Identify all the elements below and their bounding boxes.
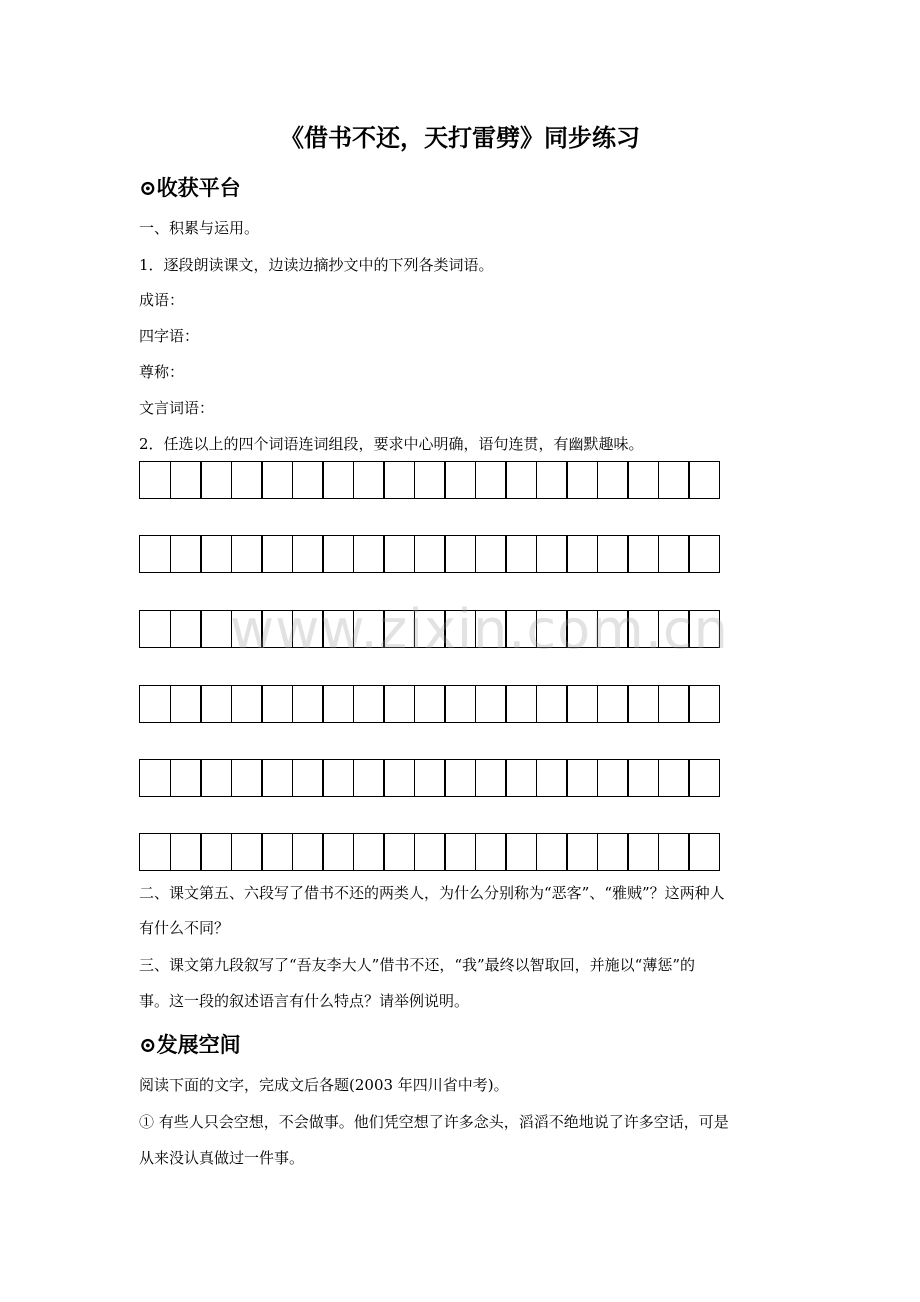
grid-cell[interactable] (597, 833, 629, 871)
grid-cell[interactable] (414, 685, 446, 723)
grid-cell[interactable] (444, 833, 476, 871)
grid-cell[interactable] (536, 685, 568, 723)
grid-cell[interactable] (505, 833, 537, 871)
grid-cell[interactable] (444, 685, 476, 723)
grid-cell[interactable] (688, 833, 720, 871)
grid-cell[interactable] (688, 535, 720, 573)
part3-line2: 事。这一段的叙述语言有什么特点？请举例说明。 (139, 992, 470, 1010)
grid-cell[interactable] (170, 685, 202, 723)
grid-cell[interactable] (627, 535, 659, 573)
grid-cell[interactable] (200, 833, 232, 871)
grid-cell[interactable] (200, 610, 232, 648)
grid-cell[interactable] (170, 610, 202, 648)
grid-cell[interactable] (475, 535, 507, 573)
question-1: 1．逐段朗读课文，边读边摘抄文中的下列各类词语。 (139, 256, 494, 274)
grid-cell[interactable] (261, 833, 293, 871)
grid-cell[interactable] (200, 535, 232, 573)
paragraph-1-line2: 从来没认真做过一件事。 (139, 1149, 305, 1167)
grid-cell[interactable] (353, 461, 385, 499)
grid-cell[interactable] (414, 759, 446, 797)
grid-cell[interactable] (231, 685, 263, 723)
question-2: 2．任选以上的四个词语连词组段，要求中心明确，语句连贯，有幽默趣味。 (139, 435, 644, 453)
grid-cell[interactable] (658, 535, 690, 573)
grid-row (139, 535, 720, 573)
grid-cell[interactable] (505, 685, 537, 723)
grid-cell[interactable] (139, 535, 171, 573)
grid-cell[interactable] (444, 535, 476, 573)
grid-cell[interactable] (444, 759, 476, 797)
classical-words-label: 文言词语： (139, 399, 215, 417)
grid-cell[interactable] (536, 535, 568, 573)
grid-cell[interactable] (627, 833, 659, 871)
grid-cell[interactable] (353, 833, 385, 871)
grid-cell[interactable] (170, 461, 202, 499)
section-heading-harvest: ⊙收获平台 (139, 175, 241, 200)
grid-cell[interactable] (627, 685, 659, 723)
grid-cell[interactable] (231, 535, 263, 573)
grid-cell[interactable] (231, 461, 263, 499)
grid-cell[interactable] (505, 759, 537, 797)
grid-cell[interactable] (566, 833, 598, 871)
grid-cell[interactable] (475, 685, 507, 723)
grid-cell[interactable] (475, 759, 507, 797)
grid-cell[interactable] (505, 461, 537, 499)
grid-cell[interactable] (322, 535, 354, 573)
grid-cell[interactable] (322, 833, 354, 871)
grid-cell[interactable] (231, 833, 263, 871)
part2-line1: 二、课文第五、六段写了借书不还的两类人，为什么分别称为“恶客”、“雅贼”？这两种人 (139, 884, 725, 902)
grid-cell[interactable] (170, 759, 202, 797)
grid-cell[interactable] (231, 759, 263, 797)
grid-cell[interactable] (292, 461, 324, 499)
grid-cell[interactable] (627, 759, 659, 797)
grid-cell[interactable] (200, 759, 232, 797)
grid-cell[interactable] (322, 461, 354, 499)
grid-row (139, 833, 720, 871)
watermark: www.zixin.com.cn (230, 598, 729, 661)
grid-cell[interactable] (536, 461, 568, 499)
grid-cell[interactable] (261, 685, 293, 723)
grid-cell[interactable] (353, 759, 385, 797)
grid-cell[interactable] (597, 759, 629, 797)
grid-cell[interactable] (566, 461, 598, 499)
grid-cell[interactable] (536, 759, 568, 797)
grid-cell[interactable] (566, 535, 598, 573)
grid-cell[interactable] (170, 535, 202, 573)
paragraph-1-line1: ① 有些人只会空想，不会做事。他们凭空想了许多念头，滔滔不绝地说了许多空话，可是 (139, 1113, 729, 1131)
grid-cell[interactable] (292, 833, 324, 871)
grid-cell[interactable] (536, 833, 568, 871)
grid-cell[interactable] (475, 833, 507, 871)
part2-line2: 有什么不同？ (139, 919, 230, 937)
grid-cell[interactable] (383, 833, 415, 871)
grid-cell[interactable] (200, 461, 232, 499)
grid-cell[interactable] (414, 833, 446, 871)
grid-cell[interactable] (292, 759, 324, 797)
grid-cell[interactable] (261, 461, 293, 499)
grid-cell[interactable] (414, 535, 446, 573)
grid-cell[interactable] (353, 685, 385, 723)
grid-cell[interactable] (444, 461, 476, 499)
grid-cell[interactable] (658, 833, 690, 871)
reading-intro: 阅读下面的文字，完成文后各题(2003 年四川省中考)。 (139, 1076, 509, 1094)
four-char-label: 四字语： (139, 327, 200, 345)
grid-cell[interactable] (688, 461, 720, 499)
grid-cell[interactable] (322, 685, 354, 723)
grid-cell[interactable] (383, 461, 415, 499)
grid-cell[interactable] (353, 535, 385, 573)
grid-cell[interactable] (200, 685, 232, 723)
grid-cell[interactable] (688, 685, 720, 723)
grid-cell[interactable] (688, 759, 720, 797)
grid-cell[interactable] (566, 685, 598, 723)
grid-cell[interactable] (505, 535, 537, 573)
page-title: 《借书不还，天打雷劈》同步练习 (280, 123, 640, 152)
grid-row (139, 685, 720, 723)
grid-cell[interactable] (383, 685, 415, 723)
grid-cell[interactable] (597, 535, 629, 573)
grid-cell[interactable] (322, 759, 354, 797)
grid-cell[interactable] (170, 833, 202, 871)
grid-cell[interactable] (658, 759, 690, 797)
grid-cell[interactable] (383, 759, 415, 797)
honorifics-label: 尊称： (139, 363, 185, 381)
idioms-label: 成语： (139, 291, 185, 309)
grid-row (139, 759, 720, 797)
section-heading-development: ⊙发展空间 (139, 1032, 241, 1057)
grid-cell[interactable] (658, 461, 690, 499)
grid-cell[interactable] (627, 461, 659, 499)
grid-cell[interactable] (658, 685, 690, 723)
grid-cell[interactable] (139, 833, 171, 871)
grid-cell[interactable] (597, 461, 629, 499)
grid-cell[interactable] (292, 535, 324, 573)
grid-cell[interactable] (597, 685, 629, 723)
part1-heading: 一、积累与运用。 (139, 219, 260, 237)
grid-cell[interactable] (139, 759, 171, 797)
grid-cell[interactable] (261, 535, 293, 573)
grid-cell[interactable] (139, 461, 171, 499)
grid-row (139, 461, 720, 499)
grid-cell[interactable] (383, 535, 415, 573)
grid-cell[interactable] (566, 759, 598, 797)
grid-cell[interactable] (261, 759, 293, 797)
grid-cell[interactable] (292, 685, 324, 723)
grid-cell[interactable] (475, 461, 507, 499)
part3-line1: 三、课文第九段叙写了“吾友李大人”借书不还，“我”最终以智取回，并施以“薄惩”的 (139, 956, 696, 974)
grid-cell[interactable] (414, 461, 446, 499)
grid-cell[interactable] (139, 685, 171, 723)
grid-cell[interactable] (139, 610, 171, 648)
